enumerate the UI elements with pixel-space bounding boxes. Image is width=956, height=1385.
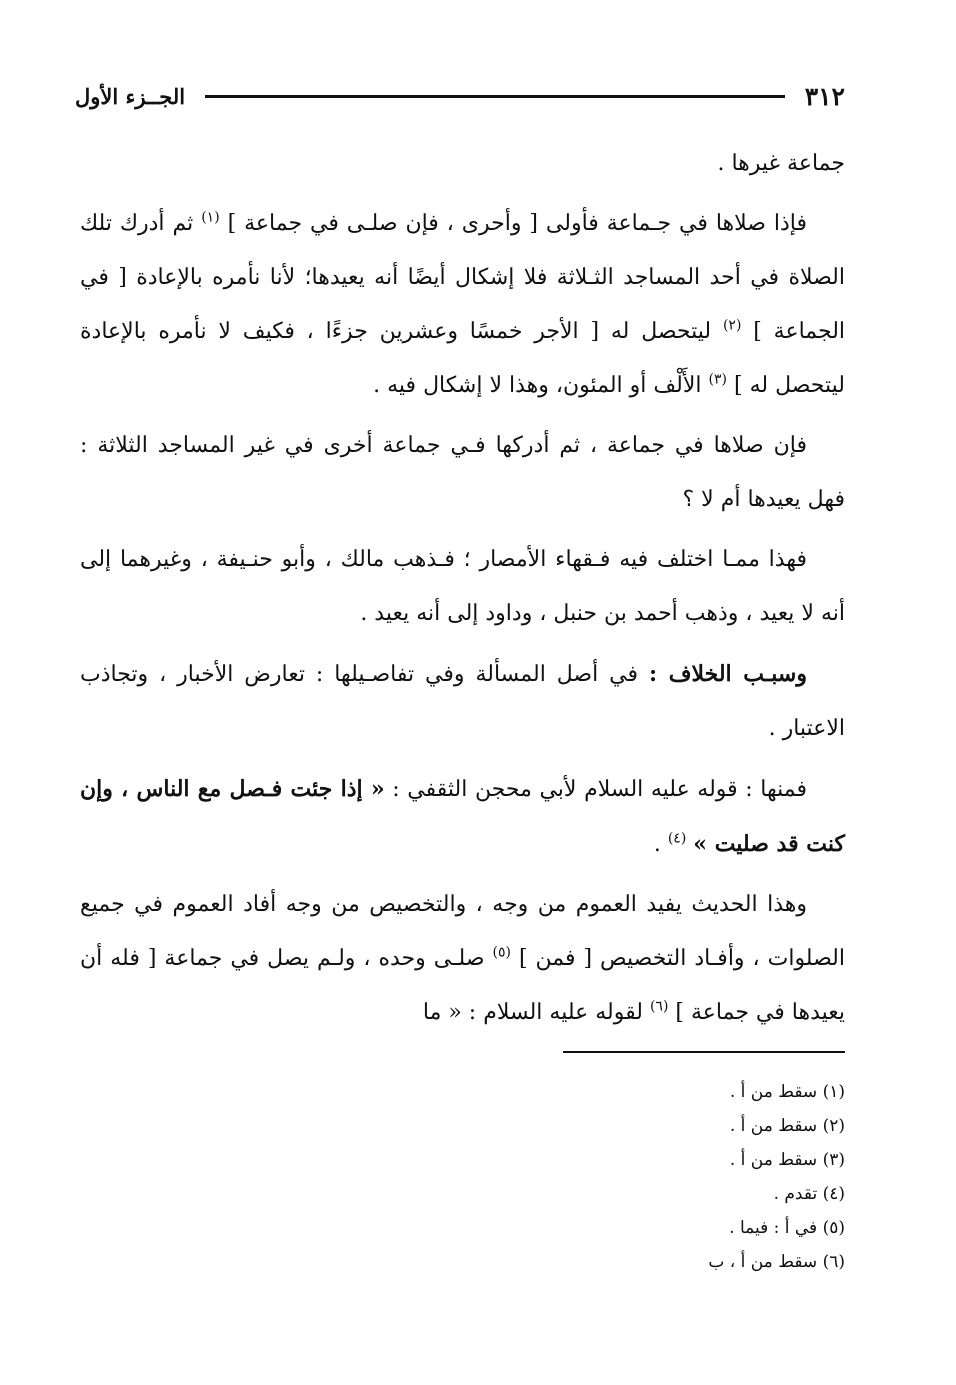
footnote-2: (٢) سقط من أ .	[729, 1116, 845, 1136]
paragraph-7-part-b: صلـى وحده ، ولـم يصل في جماعة [ فله أن يعيدها في جماعة ]	[80, 946, 845, 1025]
footnote-3: (٣) سقط من أ .	[729, 1150, 845, 1170]
footnote-marker-5: (٥)	[492, 944, 511, 961]
hadith-quote: « إذا جئت فـصل مع الناس ، وإن كنت قد صليت »	[80, 776, 845, 857]
paragraph-5	[80, 647, 845, 756]
paragraph-2-part-c: ليتحصل له [ الأجر خمسًا وعشرين جزءًا ، فكيف لا نأمره بالإعادة ليتحصل له ]	[80, 319, 845, 398]
paragraph-7-part-c: لقوله عليه السلام : « ما	[422, 1000, 643, 1025]
paragraph-3: فإن صلاها في جماعة ، ثم أدركها فـي جماعة أخرى في غير المساجد الثلاثة : فهل يعيدها أم لا ؟	[80, 433, 845, 512]
paragraph-2-part-d: الأَلْف أو المئون، وهذا لا إشكال فيه .	[373, 373, 702, 398]
paragraph-2	[80, 197, 845, 413]
footnote-marker-1: (١)	[201, 209, 220, 226]
page-header	[75, 78, 845, 114]
page-number: ٣١٢	[804, 81, 845, 111]
paragraph-5-heading: وسبـب الخلاف :	[648, 661, 807, 687]
paragraph-4: فهذا ممـا اختلف فيه فـقهاء الأمصار ؛ فـذهب مالك ، وأبو حنـيفة ، وغيرهما إلى أنه لا يعيد ، وذهب أحمد بن حنبل ، وداود إلى أنه يعيد .	[80, 547, 845, 626]
header-rule	[205, 95, 785, 98]
footnote-marker-6: (٦)	[649, 998, 669, 1015]
footnote-marker-2: (٢)	[722, 317, 742, 334]
footnote-marker-4: (٤)	[667, 830, 687, 847]
running-title: الجــزء الأول	[75, 83, 186, 109]
paragraph-5-text: في أصل المسألة وفي تفاصـيلها : تعارض الأخبار ، وتجاذب الاعتبار .	[80, 662, 845, 741]
paragraph-7	[80, 878, 845, 1040]
footnote-5: (٥) في أ : فيما .	[729, 1218, 845, 1238]
footnote-4: (٤) تقدم .	[773, 1184, 845, 1204]
footnote-separator	[563, 1051, 845, 1053]
paragraph-6-intro: فمنها : قوله عليه السلام لأبي محجن الثقفي :	[392, 777, 808, 802]
paragraph-6-end: .	[653, 832, 661, 857]
paragraph-7-part-a: وهذا الحديث يفيد العموم من وجه ، والتخصيص من وجه أفاد العموم في جميع الصلوات ، وأفـاد التخصيص [ فمن ]	[80, 892, 845, 971]
paragraph-6	[80, 762, 845, 872]
footnotes	[480, 1075, 845, 1279]
paragraph-2-part-b: ثم أدرك تلك الصلاة في أحد المساجد الثـلاثة فلا إشكال أيضًا أنه يعيدها؛ لأنا نأمره بالإعادة [ في الجماعة ]	[80, 211, 846, 344]
body-text	[80, 137, 845, 1046]
footnote-1: (١) سقط من أ .	[729, 1082, 845, 1102]
paragraph-2-part-a: فإذا صلاها في جـماعة فأولى [ وأحرى ، فإن صلـى في جماعة ]	[227, 211, 807, 236]
footnote-marker-3: (٣)	[708, 371, 727, 388]
footnote-6: (٦) سقط من أ ، ب	[708, 1252, 845, 1272]
paragraph-1: جماعة غيرها .	[717, 151, 845, 176]
